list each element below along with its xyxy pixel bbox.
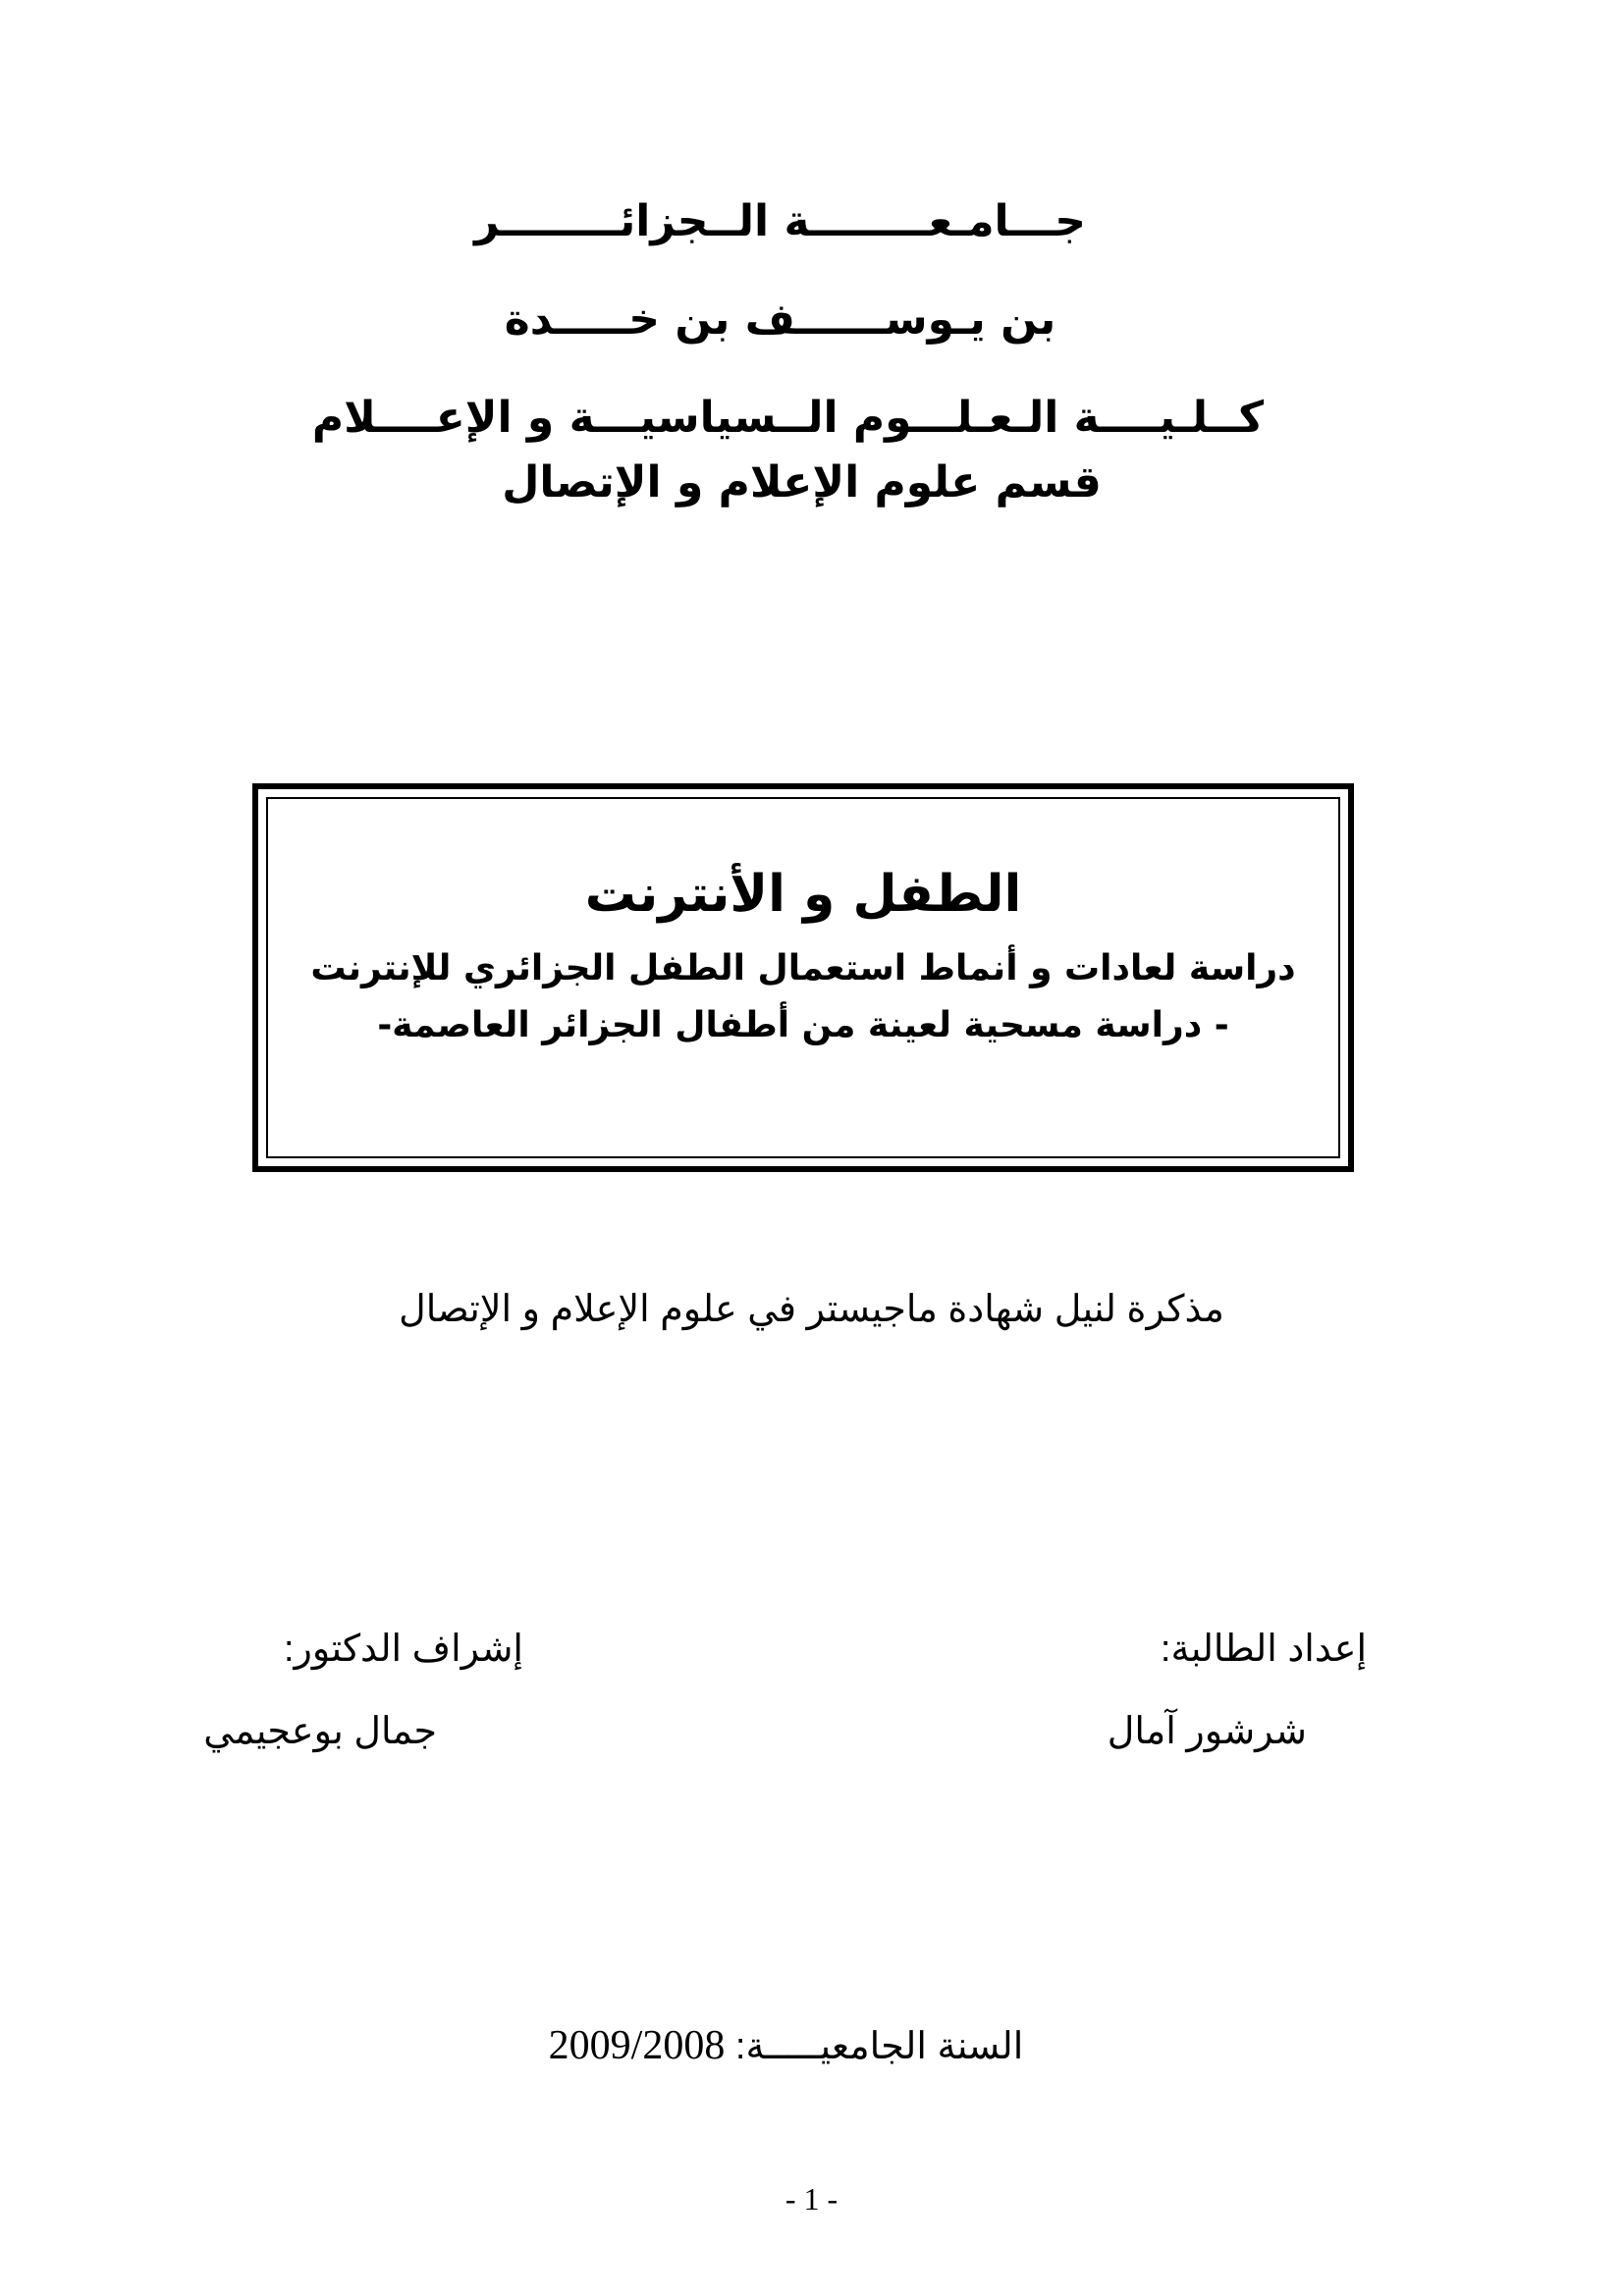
title-box [252,783,1354,1172]
thesis-subtitle-line-2: - دراسة مسحية لعينة من أطفال الجزائر العاصمة- [377,1005,1229,1045]
academic-year [0,2018,1597,2074]
university-heading: جـــامـعــــــــة الــجزائــــــــر [474,196,1086,246]
thesis-title: الطفل و الأنترنت [584,865,1022,924]
academic-year-label: السنة الجامعيـــــة: [734,2026,1024,2067]
academic-year-value: 2009/2008 [548,2023,726,2068]
title-box-inner-frame [266,797,1340,1158]
supervisor-label: إشراف الدكتور: [283,1629,523,1670]
student-label: إعداد الطالبة: [1160,1629,1367,1670]
thesis-purpose: مذكرة لنيل شهادة ماجيستر في علوم الإعلام و الإتصال [399,1289,1224,1330]
student-name: شرشور آمال [1107,1711,1307,1752]
page-number: - 1 - [784,2181,839,2216]
supervisor-name: جمال بوعجيمي [203,1711,437,1752]
department-heading: قسم علوم الإعلام و الإتصال [502,457,1102,507]
university-name: بن يـوســــــف بن خـــــدة [504,294,1056,345]
thesis-subtitle-line-1: دراسة لعادات و أنماط استعمال الطفل الجزائري للإنترنت [310,948,1296,988]
faculty-heading: كــلـيــــة الـعـلـــوم الــسياسيـــة و الإعــــلام [311,393,1265,443]
